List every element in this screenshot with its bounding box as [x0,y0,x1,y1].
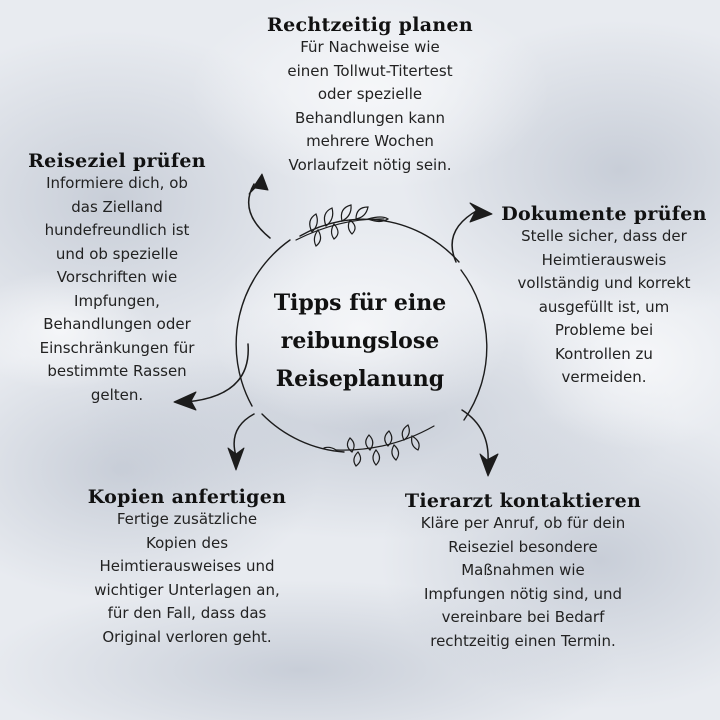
tip-text: Stelle sicher, dass der Heimtierausweis vollständig und korrekt ausgefüllt ist, um Probleme bei Kontrollen zu vermeiden. [517,227,691,386]
tip-make-copies [62,486,312,649]
arrow-icon [249,184,270,238]
tip-check-destination [12,150,222,407]
tip-title: Rechtzeitig planen [267,14,473,36]
circle-arc-lower [262,414,344,452]
tip-text: Fertige zusätzliche Kopien des Heimtierausweises und wichtiger Unterlagen an, für den Fall, dass das Original verloren geht. [94,510,280,646]
diagram-center-title: Tipps für eine reibungslose Reiseplanung [273,290,447,392]
tip-text: Für Nachweise wie einen Tollwut-Titertest oder spezielle Behandlungen kann mehrere Wochen Vorlaufzeit nötig sein. [287,38,453,174]
circle-arc-upper [300,219,459,262]
tip-check-documents [494,203,714,390]
laurel-branch-icon [324,425,434,466]
laurel-branch-icon [296,205,388,246]
tip-contact-vet [392,490,654,653]
tip-title: Dokumente prüfen [501,203,707,225]
tip-title: Kopien anfertigen [87,486,287,508]
arrow-head-icon [480,454,498,476]
tip-text: Kläre per Anruf, ob für dein Reiseziel besondere Maßnahmen wie Impfungen nötig sind, und vereinbare bei Bedarf rechtzeitig einen Termin. [420,514,626,650]
tip-title: Reiseziel prüfen [28,150,206,172]
tip-text: Informiere dich, ob das Zielland hundefreundlich ist und ob spezielle Vorschriften wie Impfungen, Behandlungen oder Einschränkungen für bestimmte Rassen gelten. [39,174,195,404]
tip-title: Tierarzt kontaktieren [404,490,642,512]
arrow-head-icon [249,174,268,194]
arrow-icon [234,414,254,456]
arrow-head-icon [228,448,244,470]
tip-plan-early [245,14,495,177]
